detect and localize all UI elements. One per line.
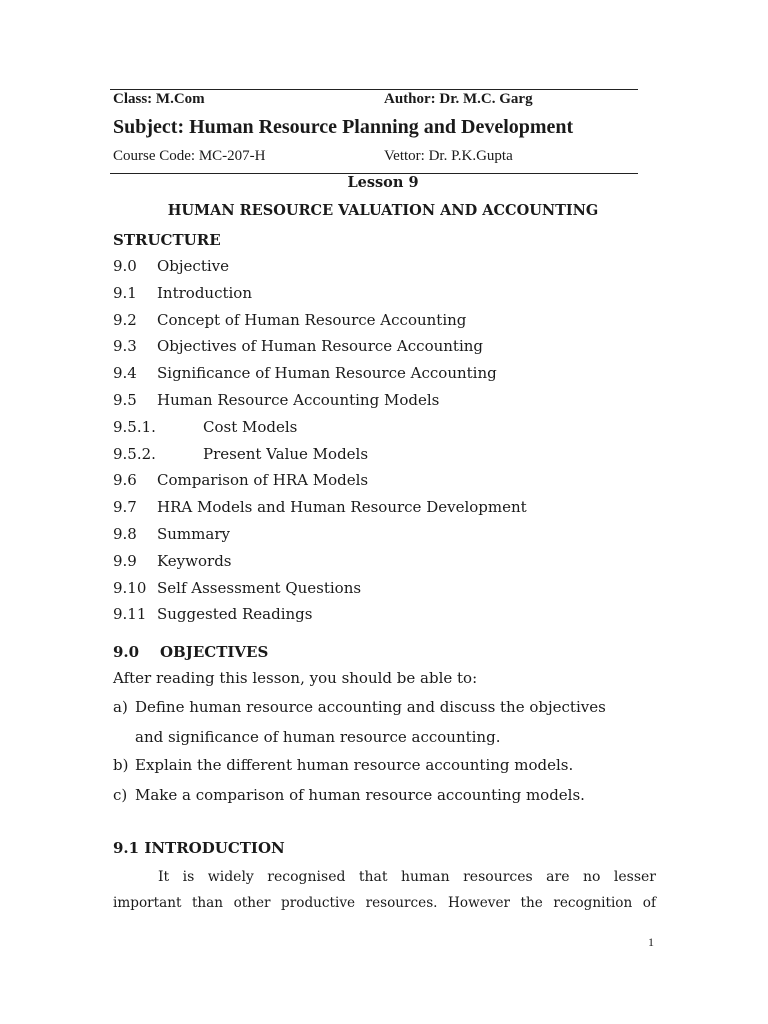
structure-item	[113, 363, 673, 390]
structure-item-label: Objective	[157, 257, 230, 275]
lesson-number: Lesson 9	[347, 174, 419, 191]
structure-item	[113, 497, 673, 524]
structure-item-label: Comparison of HRA Models	[157, 471, 369, 490]
structure-item-label: Human Resource Accounting Models	[157, 390, 440, 409]
structure-item-num: 9.10	[113, 578, 147, 597]
structure-item	[113, 256, 673, 283]
structure-item	[113, 551, 673, 578]
structure-item-label: Self Assessment Questions	[157, 578, 362, 597]
structure-item-label: Objectives of Human Resource Accounting	[157, 337, 484, 356]
structure-subitem	[113, 417, 673, 444]
structure-item-label: Significance of Human Resource Accounting	[157, 364, 497, 383]
objectives-intro: After reading this lesson, you should be able to:	[113, 669, 478, 687]
structure-item-num: 9.9	[113, 551, 137, 570]
structure-item	[113, 390, 673, 417]
structure-item-num: 9.5.1.	[113, 417, 156, 436]
objectives-heading: 9.0 OBJECTIVES	[113, 643, 269, 661]
structure-item	[113, 310, 673, 337]
vettor-label: Vettor: Dr. P.K.Gupta	[384, 148, 513, 164]
course-code: Course Code: MC-207-H	[113, 148, 266, 164]
introduction-line-1: It is widely recognised that human resources are no lesser	[158, 869, 656, 885]
structure-item-num: 9.7	[113, 498, 137, 517]
objective-marker: b)	[113, 756, 129, 774]
structure-item-num: 9.8	[113, 524, 137, 543]
objective-text: Define human resource accounting and discuss the objectives	[135, 698, 606, 716]
objective-item	[113, 756, 573, 774]
author-label: Author: Dr. M.C. Garg	[384, 91, 533, 107]
introduction-heading: 9.1 INTRODUCTION	[113, 839, 285, 857]
header-top-rule	[110, 89, 638, 90]
objective-text: Make a comparison of human resource accounting models.	[135, 786, 585, 804]
class-label: Class: M.Com	[113, 91, 205, 107]
subject-title: Subject: Human Resource Planning and Development	[113, 116, 574, 138]
structure-item-num: 9.5	[113, 390, 137, 409]
structure-heading: STRUCTURE	[113, 231, 221, 249]
structure-item-num: 9.2	[113, 310, 137, 329]
structure-item-label: Introduction	[157, 283, 252, 302]
structure-item-label: Cost Models	[203, 417, 298, 436]
structure-list	[113, 256, 673, 631]
objective-text-continued: and significance of human resource accounting.	[135, 728, 501, 746]
structure-item-num: 9.1	[113, 283, 137, 302]
structure-item	[113, 470, 673, 497]
structure-item-label: Present Value Models	[203, 444, 369, 463]
introduction-line-2: important than other productive resources. However the recognition of	[113, 895, 656, 911]
structure-item-num: 9.3	[113, 337, 137, 356]
structure-item	[113, 336, 673, 363]
objective-item	[113, 786, 585, 804]
structure-item-num: 9.11	[113, 605, 147, 624]
introduction-paragraph-line	[113, 869, 656, 885]
structure-item	[113, 283, 673, 310]
structure-item	[113, 578, 673, 605]
objective-marker: c)	[113, 786, 128, 804]
structure-item-num: 9.4	[113, 364, 137, 383]
structure-item-label: Summary	[157, 524, 230, 543]
structure-item-label: HRA Models and Human Resource Development	[157, 498, 527, 517]
structure-item-label: Keywords	[157, 551, 232, 570]
lesson-title: HUMAN RESOURCE VALUATION AND ACCOUNTING	[167, 202, 599, 219]
page-number: 1	[648, 935, 654, 949]
structure-item-label: Suggested Readings	[157, 605, 313, 624]
objective-text: Explain the different human resource accounting models.	[135, 756, 574, 774]
structure-item-label: Concept of Human Resource Accounting	[157, 310, 467, 329]
structure-item	[113, 524, 673, 551]
structure-item	[113, 604, 673, 631]
structure-subitem	[113, 444, 673, 471]
structure-item-num: 9.5.2.	[113, 444, 156, 463]
objective-item	[113, 698, 606, 716]
structure-item-num: 9.0	[113, 257, 137, 275]
structure-item-num: 9.6	[113, 471, 137, 490]
objective-marker: a)	[113, 698, 128, 716]
